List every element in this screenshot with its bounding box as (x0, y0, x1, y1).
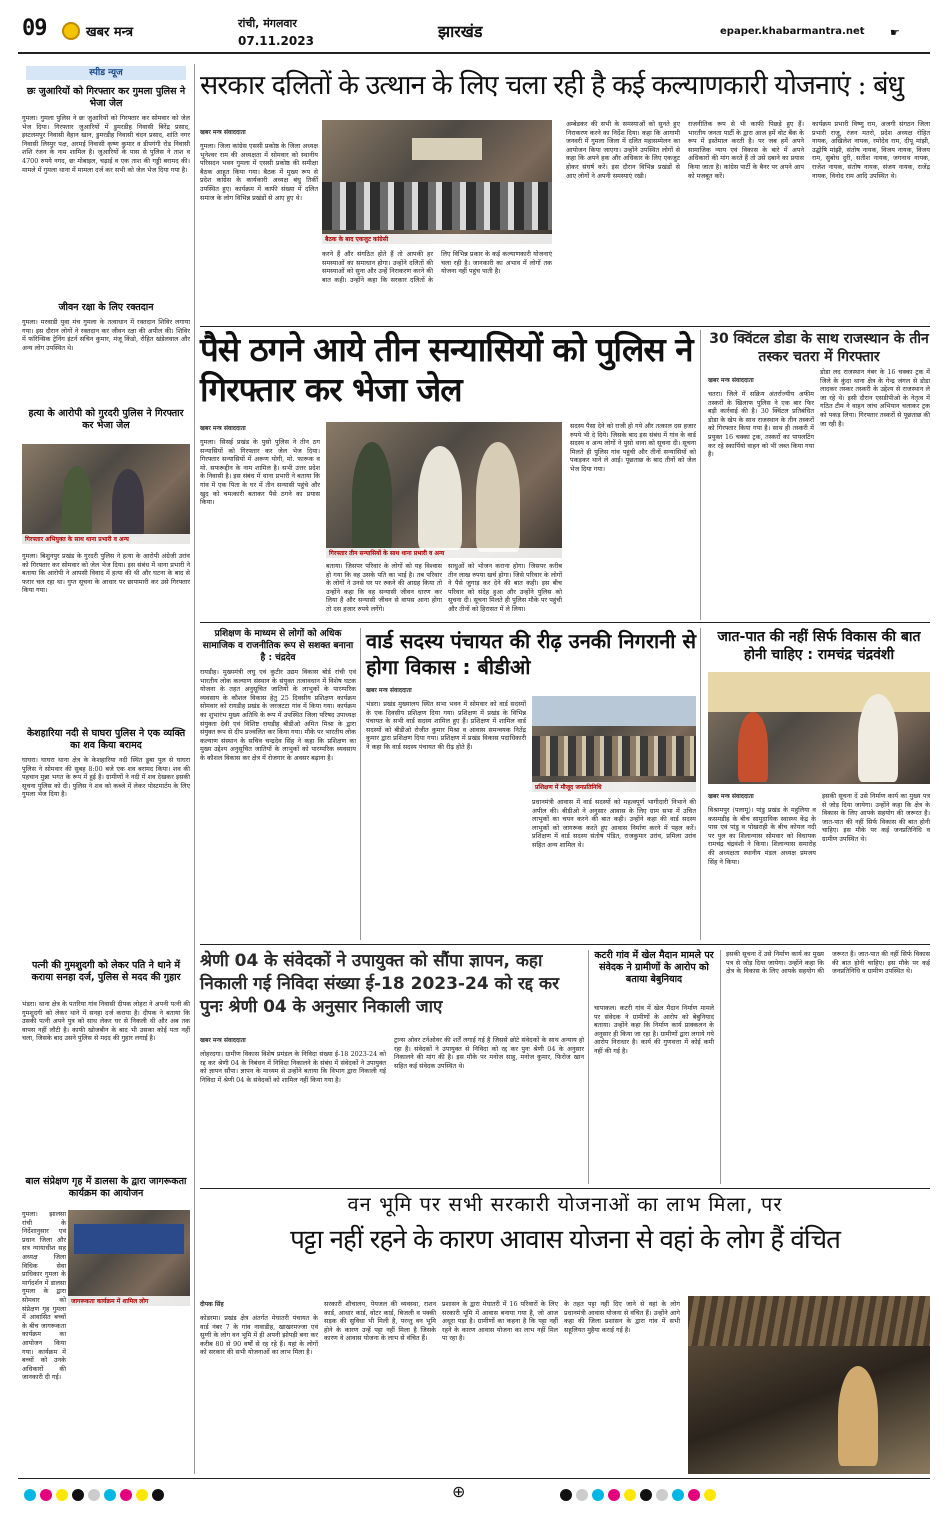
article-text: प्रशासन के द्वारा मेघातरी में 16 परिवारों के लिए सरकारी भूमि में आवास बनाया गया है, जो आज अधूरा पड़ा है। ग्रामीणों का कहना है कि पट्टा नहीं रहने के कारण आवास योजना का लाभ नहीं मिल पा रहा है। (442, 1300, 558, 1343)
byline: दीपक सिंह (200, 1301, 224, 1308)
page-number: 09 (22, 16, 47, 41)
city-day: रांची, मंगलवार (238, 17, 297, 30)
sidebar-item-text: घाघरा। घाघरा थाना क्षेत्र के केशहारिया नदी स्थित डूबा पुल से घाघरा पुलिस ने सोमवार की सुबह 8:00 बजे एक शव बरामद किया। शव की पहचान मुन्ना भगत के रूप में हुई है। ग्रामीणों ने नदी में शव देखकर इसकी सूचना पुलिस को दी। पुलिस ने शव को कब्जे में लेकर पोस्टमार्टम के लिए गुमला भेज दिया है। (22, 756, 190, 799)
sidebar-item-title: बाल संप्रेक्षण गृह में डालसा के द्वारा जागरूकता कार्यक्रम का आयोजन (25, 1176, 187, 1199)
article-photo (688, 1296, 930, 1474)
article-text: गुमला। जिला कांग्रेस एससी प्रकोष्ठ के जिला अध्यक्ष भुनेश्वर राम की अध्यक्षता में सोमवार को स्थानीय परिसदन भवन गुमला में एससी प्रकोष्ठ की समीक्षा बैठक आहूत किया गया। बैठक में मुख्य रूप से प्रदेश कांग्रेस के कार्यकारी अध्यक्ष बंधु तिर्की उपस्थित हुए। कार्यक्रम में काफी संख्या में दलित समाज के लोग विभिन्न प्रखंडों से आए हुए थे। (200, 142, 318, 202)
article-text: अम्बेडकर की सभी के समस्याओं को सुनते हुए निराकरण करने का निर्देश दिया। कहा कि आगामी जनवरी में गुमला जिला में दलित महासम्मेलन का आयोजन किया जाएगा। उन्होंने उपस्थित लोगों से कहा कि अपने हक और अधिकार के लिए एकजुट होकर संघर्ष करें। इस दौरान विभिन्न प्रखंडों से आए लोगों ने अपनी समस्याएं रखी। (566, 120, 680, 180)
headline: वन भूमि पर सभी सरकारी योजनाओं का लाभ मिला, पर (347, 1192, 783, 1216)
article-text: बताया। जिसपर परिवार के लोगों को यह विश्वास हो गया कि वह उसके पति का भाई है। तब परिवार के लोगों ने उनसे घर पर रुकने की आग्रह किया तो उन्होंने कहा कि वह सन्यासी जीवन धारण कर लिया है और सन्यासी जीवन से वापस आना होगा तो दस हजार रुपये लगेंगे। (326, 562, 442, 613)
sidebar-label: स्पीड न्यूज (26, 66, 186, 80)
article-text: डोडा लद राजस्थान नंबर के 16 चक्का ट्रक में जिले के कुंदा थाना क्षेत्र के गेन्द्र जंगल से डोडा लादकर तस्कर तस्करी के उद्देश्य से राजस्थान ले जा रहे थे। इसी दौरान एसडीपीओ के नेतृत्व में गठित टीम ने वाहन जांच अभियान चलाकर ट्रक को पकड़ लिया। गिरफ्तार तस्करों से पूछताछ की जा रही है। (820, 368, 930, 428)
sidebar-item-title: हत्या के आरोपी को गुरदरी पुलिस ने गिरफ्तार कर भेजा जेल (28, 408, 184, 431)
section-title: झारखंड (438, 22, 483, 41)
article-text: लोहरदगा। ग्रामीण विकास विशेष प्रमंडल के निविदा संख्या ई-18 2023-24 को रद्द कर श्रेणी 04 के निबंधन में निविदा निकालने के संबंध में संवेदकों ने उपायुक्त को ज्ञापन सौंपा। ज्ञापन के माध्यम से उन्होंने बताया कि विभाग द्वारा निकाली गई निविदा में श्रेणी 04 के संवेदकों को शामिल नहीं किया गया है। (200, 1050, 386, 1084)
sidebar-photo (22, 444, 190, 544)
sidebar-item-text: गुमला। बिशुनपुर प्रखंड के गुरदरी पुलिस ने हत्या के आरोपी अंग्रेजी उरांव को गिरफ्तार कर सोमवार को जेल भेज दिया। इस संबंध में थाना प्रभारी ने बताया कि आरोपी ने आपसी विवाद में हत्या की थी और घटना के बाद से फरार चल रहा था। गुप्त सूचना के आधार पर छापामारी कर उसे गिरफ्तार किया गया। (22, 552, 190, 595)
headline: कटरी गांव में खेल मैदान मामले पर संवेदक ने ग्रामीणों के आरोप को बताया बेबुनियाद (594, 950, 714, 985)
headline: पट्टा नहीं रहने के कारण आवास योजना से वहां के लोग हैं वंचित (290, 1225, 840, 1255)
photo-caption: गिरफ्तार तीन सन्यासियों के साथ थाना प्रभारी व अन्य (326, 548, 562, 558)
date: 07.11.2023 (238, 34, 314, 48)
pointer-icon: ☛ (890, 26, 900, 39)
headline: जात-पात की नहीं सिर्फ विकास की बात होनी चाहिए : रामचंद्र चंद्रवंशी (717, 629, 921, 663)
article-text: इसकी सूचना दें उसे निर्माण कार्य का मुख्य पत्र से जोड़ दिया जायेगा। उन्होंने कहा कि क्षेत्र के विकास के लिए आपके सहयोग की जरूरत है। जात-पात की नहीं सिर्फ विकास की बात होनी चाहिए। इस मौके पर कई जनप्रतिनिधि व ग्रामीण उपस्थित थे। (726, 950, 930, 976)
sidebar-item-title: पत्नी की गुमशुदगी को लेकर पति ने थाने में कराया सनहा दर्ज, पुलिस से मदद की गुहार (31, 960, 181, 983)
article-text: चापाकल। कटरी गांव में खेल मैदान निर्माण मामले पर संवेदक ने ग्रामीणों के आरोप को बेबुनियाद बताया। उन्होंने कहा कि निर्माण कार्य प्राक्कलन के अनुसार ही किया जा रहा है। ग्रामीणों द्वारा लगाये गये आरोप निराधार है। कार्य की गुणवत्ता में कोई कमी नहीं की गई है। (594, 1004, 714, 1055)
article-text: विश्रामपुर (पलामू)। पांडु प्रखंड के महुलिया व कसमडीह के बीच सामुदायिक स्वास्थ्य केंद्र के पास एवं पांडु व पोखराही के बीच कोयल नदी पर पुल का शिलान्यास सोमवार को विधायक रामचंद्र चंद्रवंशी ने किया। शिलान्यास समारोह की अध्यक्षता स्थानीय मंडल अध्यक्ष प्रमजय सिंह ने किया। (708, 806, 816, 866)
article-text: सरकारी शौचालय, पेयजल की व्यवस्था, राशन कार्ड, आधार कार्ड, वोटर कार्ड, बिजली व पक्की सड़क की सुविधा भी मिली है, परन्तु वन भूमि होने के कारण उन्हें पट्टा नहीं मिला है जिसके कारण वे आवास योजना के लाभ से वंचित हैं। (324, 1300, 436, 1343)
photo-caption: प्रशिक्षण में मौजूद जनप्रतिनिधि (532, 782, 696, 792)
sidebar (18, 64, 192, 1474)
sidebar-item-title: जीवन रक्षा के लिए रक्तदान (58, 302, 154, 313)
photo-caption: गिरफ्तार अभियुक्त के साथ थाना प्रभारी व अन्य (22, 534, 190, 544)
article-text: सदस्य पैसा देने को राजी हो गये और तत्काल दस हजार रुपये भी दे दिये। जिसके बाद इस संबंध में गांव के वार्ड सदस्य व अन्य लोगों ने पुसो थाना को सूचना दी। सूचना मिलते ही पुलिस गांव पहुंची और तीनों सन्यासियों को पकड़कर थाने ले आई। पूछताछ के बाद तीनों को जेल भेज दिया गया। (570, 422, 696, 473)
byline: खबर मन्त्र संवाददाता (366, 687, 412, 694)
headline: पैसे ठगने आये तीन सन्यासियों को पुलिस ने गिरफ्तार कर भेजा जेल (200, 330, 693, 409)
byline: खबर मन्त्र संवाददाता (200, 425, 246, 432)
photo-caption: बैठक के बाद एकजुट कांग्रेसी (322, 234, 552, 244)
article-text: चतरा। जिले में सक्रिय अंतर्राज्यीय अफीम तस्करों के खिलाफ पुलिस ने एक बार फिर बड़ी कार्रवाई की है। 30 क्विंटल प्रतिबंधित डोडा के खेप के साथ राजस्थान के तीन तस्करों को गिरफ्तार किया गया है। साथ ही तस्करी में प्रयुक्त 16 चक्का ट्रक, तस्करों का पायलटिंग कर रहे स्कार्पियो वाहन को भी जब्त किया गया है। (708, 390, 814, 459)
epaper-url[interactable]: epaper.khabarmantra.net (720, 26, 865, 37)
byline: खबर मन्त्र संवाददाता (708, 377, 754, 384)
article-text: भंडरा। प्रखंड मुख्यालय स्थित सभा भवन में सोमवार को वार्ड सदस्यों के एक दिवसीय प्रशिक्षण दिया गया। प्रशिक्षण में प्रखंड के विभिन्न पंचायत के सभी वार्ड सदस्य शामिल हुए हैं। प्रशिक्षण में शामिल वार्ड सदस्यों को बीडीओ रोजीत कुमार मिश्रा व आवास समन्वयक नितेंद्र कुमार द्वारा प्रशिक्षण दिया गया। प्रशिक्षण में प्रखंड विकास पदाधिकारी ने कहा कि वार्ड सदस्य पंचायत की रीढ़ होते हैं। (366, 700, 526, 751)
article-text: रायडीह। मुख्यमंत्री लघु एवं कुटीर उद्यम विकास बोर्ड रांची एवं भारतीय लोक कल्याण संस्थान के संयुक्त तत्वावधान में विशेष घटक योजना के तहत अनुसूचित जातियों के लाभुकों के पारम्परिक व्यवसाय के कौशल विकास हेतु 25 दिवसीय प्रशिक्षण कार्यक्रम सोमवार को रायडीह प्रखंड के जरजटटा गांव में किया गया। कार्यक्रम का शुभारंभ मुख्य अतिथि के रूप में उपस्थित जिला परिषद उपाध्यक्ष संयुक्ता देवी एवं विशिष्ट रायडीह बीडीओ अमित मिश्रा के द्वारा संयुक्त रूप से दीप प्रज्वलित कर किया गया। मौके पर भारतीय लोक कल्याण संस्थान के सचिव चन्द्रदेव सिंह ने कहा कि प्रशिक्षण का मुख्य उद्देश्य अनुसूचित जातियों के लाभुकों को पारम्परिक व्यवसाय के कौशल विकास कर क्षेत्र में रोजगार के अवसर बढ़ाना है। (200, 668, 356, 762)
article-text: के तहत पट्टा नहीं दिए जाने से वहां के लोग प्रधानमंत्री आवास योजना से वंचित हैं। उन्होंने आगे कहा की जिला प्रशासन के द्वारा गांव में सभी सहूलियत मुहैया कराई गई है। (564, 1300, 680, 1334)
sidebar-item-text: गुमला। मरवाडी युवा मंच गुमला के तत्वाधान में रक्तदान शिविर लगाया गया। इस दौरान लोगों ने रक्तदान कर जीवन रक्षा की अपील की। शिविर में फॉरेन्सिक ट्रेनिंग इंटर्न सचिन कुमार, मंजू किंडो, रोहित खंडेलवाल और अन्य लोग उपस्थित थे। (22, 318, 190, 352)
byline: खबर मन्त्र संवाददाता (708, 793, 754, 800)
article-text: प्रधानमंत्री आवास में वार्ड सदस्यों को महत्वपूर्ण भागीदारी निभाने की अपील की। बीडीओ ने अनुसार आवास के लिए ग्राम सभा में उचित लाभुकों का चयन करने की बात कही। उन्होंने कहा की वार्ड सदस्य लाभुकों को जागरूक करते हुए आवास निर्माण करने में पहल करें। प्रशिक्षण में वार्ड सदस्य संतोष पंडित, राजकुमार उरांव, प्रमिला उरांव सहित अन्य शामिल थे। (532, 798, 696, 849)
sidebar-photo (68, 1210, 190, 1306)
article-text: कार्यक्रम प्रभारी विष्णु राम, अजगी संगठन जिला प्रभारी राजू, रंजन मतरो, प्रदेश अध्यक्ष रोहित नायक, अखिलेश नायक, रमोदेव राम, दीपू मांझी, उद्घोषि मांझी, संतोष नायक, विजय नायक, विजय राम, सुबोध दुरी, सतीश नायक, जगनाथ नायक, राजेश नायक, संतोष नायक, संजय नायक, राजेंद्र नायक, विनोद राम आदि उपस्थित थे। (812, 120, 930, 180)
photo-caption: जागरूकता कार्यक्रम में शामिल लोग (68, 1296, 190, 1306)
brand-logo-icon (62, 22, 80, 40)
article-photo (322, 120, 552, 244)
article-text: करने हैं और संगठित होते हैं तो आपकी हर समस्याओं का समाधान होगा। उन्होंने दलितों की समस्याओं को सुना और उन्हें निराकरण करने की बात कही। उन्होंने कहा कि सरकार दलितों के लिए विभिन्न प्रकार के कई कल्याणकारी योजनाएं चला रही है। जानकारी का अभाव में लोगों तक योजना नहीं पहुंच पाती है। (322, 250, 552, 284)
brand-name: खबर मन्त्र (86, 25, 134, 40)
article-text: साधुओं को भोजन कराना होगा। जिसपर करीब तीन लाख रुपया खर्च होगा। जिसे परिवार के लोगों ने पैसे जुगाड़ कर देने की बात कही। इस बीच परिवार को संदेह हुआ और उन्होंने पुलिस को सूचना दी। सूचना मिलते ही पुलिस मौके पर पहुंची और तीनों को हिरासत में ले लिया। (448, 562, 562, 613)
byline: खबर मन्त्र संवाददाता (200, 129, 246, 136)
headline: श्रेणी 04 के संवेदकों ने उपायुक्त को सौंपा ज्ञापन, कहा निकाली गई निविदा संख्या ई-18 2023-24 को रद्द कर पुनः श्रेणी 04 के अनुसार निकाली जाए (200, 951, 560, 1017)
article-text: कोडरमा। प्रखंड क्षेत्र अंतर्गत मेघातरी पंचायत के वार्ड नंबर 7 के गांव नावाडीह, खाखरमज्जा एवं सुग्गी के लोग वन भूमि में ही अपनी झोपड़ी बना कर करीब 80 से 90 वर्षों से रह रहे हैं। यहां के लोगों को सरकार की सभी योजनाओं का लाभ मिला है। (200, 1314, 318, 1357)
headline: वार्ड सदस्य पंचायत की रीढ़ उनकी निगरानी से होगा विकास : बीडीओ (366, 629, 696, 679)
headline: प्रशिक्षण के माध्यम से लोगों को अधिक सामाजिक व राजनीतिक रूप से सशक्त बनाना है : चंद्रदेव (202, 629, 354, 663)
byline: खबर मन्त्र संवाददाता (200, 1037, 246, 1044)
article-photo (708, 672, 930, 784)
color-registration-marks (24, 1486, 354, 1502)
sidebar-item-text: गुमला। झालसा रांची के निर्देशानुसार एवं प्रधान जिला और सत्र न्यायाधीश सह अध्यक्ष जिला विधिक सेवा प्राधिकार गुमला के मार्गदर्शन में डालसा गुमला के द्वारा सोमवार को संप्रेक्षण गृह गुमला में आवासित बच्चों के बीच जागरूकता कार्यक्रम का आयोजन किया गया। कार्यक्रम में बच्चों को उनके अधिकारों की जानकारी दी गई। (22, 1210, 66, 1382)
sidebar-item-text: गुमला। गुमला पुलिस ने छः जुआरियों को गिरफ्तार कर सोमवार को जेल भेज दिया। गिरफ्तार जुआरियों में डुमरडीह निवासी बिरेंद्र प्रसाद, इस्टलमपुर निवासी वैहान खान, डुमरडीह निवासी चंदन प्रसाद, शांति नगर निवासी लिस्पुर पक्ष, अरमई निवासी कृष्ण कुमार व डीपगंगी रोड निवासी शशि रंजन के नाम शामिल है। जुआरियों के पास से पुलिस ने ताश व 4700 रुपये नगद, छः मोबाइल, चढ़ाई व एक ताश की गड्डी बरामद की। मामले में गुमला थाना में मामला दर्ज कर सभी को जेल भेज दिया गया है। (22, 114, 190, 174)
sidebar-item-title: केशहारिया नदी से घाघरा पुलिस ने एक व्यक्ति का शव किया बरामद (26, 728, 186, 751)
sidebar-item-title: छः जुआरियों को गिरफ्तार कर गुमला पुलिस ने भेजा जेल (26, 86, 186, 109)
sidebar-item-text: भंडरा। थाना क्षेत्र के पतरिया गांव निवासी दीपक लोहरा ने अपनी पत्नी की गुमशुदगी को लेकर थाने में सनहा दर्ज कराया है। दीपक ने बताया कि उसकी पत्नी अपने पुत्र को साथ लेकर घर से निकली थी और अब तक वापस नहीं लौटी है। काफी खोजबीन के बाद भी उसका कोई पता नहीं चला, जिसके बाद उसने पुलिस से मदद की गुहार लगाई है। (22, 1000, 190, 1043)
article-text: इसकी सूचना दें उसे निर्माण कार्य का मुख्य पत्र से जोड़ दिया जायेगा। उन्होंने कहा कि क्षेत्र के विकास के लिए आपके सहयोग की जरूरत है। जात-पात की नहीं सिर्फ विकास की बात होनी चाहिए। इस मौके पर कई जनप्रतिनिधि व ग्रामीण उपस्थित थे। (822, 792, 930, 843)
headline: सरकार दलितों के उत्थान के लिए चला रही है कई कल्याणकारी योजनाएं : बंधु (200, 70, 904, 101)
article-photo (326, 422, 562, 558)
article-photo (532, 696, 696, 792)
article-text: ट्रान्स ओवर टर्नओवर की शर्तें लगाई गई है जिससे छोटे संवेदकों के साथ अन्याय हो रहा है। संवेदकों ने उपायुक्त से निविदा को रद्द कर पुनः श्रेणी 04 के अनुसार निकालने की मांग की है। इस मौके पर मनोज साहु, मनोज कुमार, फिरोज खान सहित कई संवेदक उपस्थित थे। (394, 1036, 584, 1070)
registration-icon: ⊕ (452, 1482, 466, 1501)
article-text: गुमला। सिसई प्रखंड के पुसो पुलिस ने तीन ठग सन्यासियों को गिरफ्तार कर जेल भेज दिया। गिरफ्तार सन्यासियों में अरूण योगी, मो. फारूक व मो. सफरूद्दीन के नाम शामिल है। सभी उत्तर प्रदेश के निवासी है। इस संबंध में थाना प्रभारी ने बताया कि गांव में एक पिता के घर में तीन सन्यासी पहुंचे और खुद को चमत्कारी बताकर पैसे ठगने का प्रयास किया। (200, 438, 321, 507)
article-text: राजनीतिक रूप से भी काफी पिछड़े हुए हैं। भारतीय जनता पार्टी के द्वारा आज हमें वोट बैंक के रूप में इस्तेमाल करती है। पर जब हमें अपने सामाजिक न्याय एवं विकास के बारे में अपने अधिकारों की मांग करते हैं तो उसे दबाने का प्रयास किया जाता है। कांग्रेस पार्टी के बैनर पर अपने आप को मजबूत करें। (688, 120, 804, 180)
masthead (0, 0, 945, 56)
headline: 30 क्विंटल डोडा के साथ राजस्थान के तीन तस्कर चतरा में गिरफ्तार (709, 331, 929, 365)
color-registration-marks (560, 1486, 930, 1502)
